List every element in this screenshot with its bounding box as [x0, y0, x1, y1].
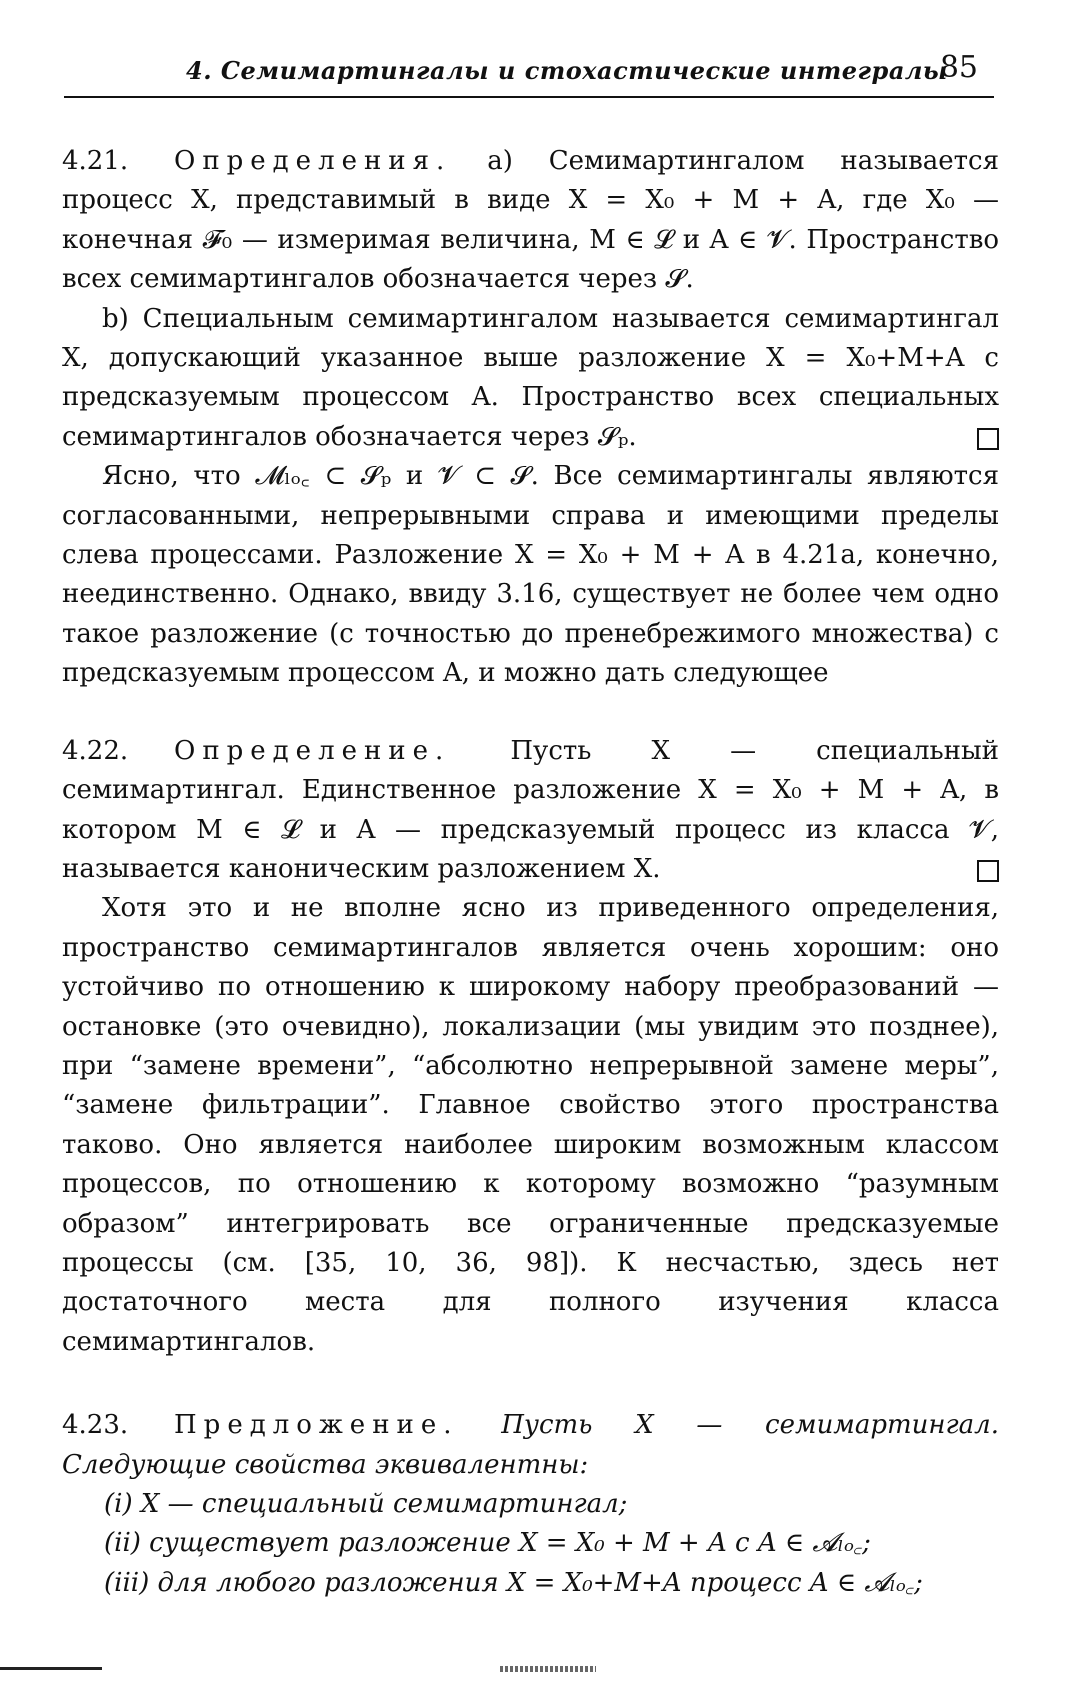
definition-4-22 [62, 732, 999, 890]
definition-heading: Определение. [174, 735, 451, 766]
footer-print-mark [500, 1666, 596, 1672]
section-gap [62, 1362, 999, 1406]
definition-number: 4.21. [62, 146, 129, 176]
proposition-heading: Предложение. [174, 1410, 459, 1441]
list-item: (iii) для любого разложения X = X₀+M+A процесс A ∈ 𝓐ₗₒ꜀; [104, 1567, 923, 1598]
remark-paragraph-2: Хотя это и не вполне ясно из приведенного определения, пространство семимартингалов является очень хорошим: оно устойчиво по отношению к широкому набору преобразований — остановке (это очевидно), локализации (мы увидим это позднее), при “замене времени”, “абсолютно непрерывной замене меры”, “замене фильтрации”. Главное свойство этого пространства таково. Оно является наиболее широким возможным классом процессов, по отношению к которому возможно “разумным образом” интегрировать все ограниченные предсказуемые процессы (см. [35, 10, 36, 98]). К несчастью, здесь нет достаточного места для полного изучения класса семимартингалов. [62, 893, 999, 1357]
proposition-intro: Пусть X — семимартингал. Следующие свойства эквивалентны: [62, 1410, 999, 1480]
definition-b-text: b) Специальным семимартингалом называется семимартингал X, допускающий указанное выше разложение X = X₀+M+A с предсказуемым процессом A. Пространство всех специальных семимартингалов обозначается через 𝓢ₚ. [62, 303, 999, 452]
definition-4-21-b [62, 300, 999, 458]
header-title: 4. Семимартингалы и стохастические интегралы [186, 56, 948, 85]
definition-heading: Определения. [174, 146, 452, 176]
page-body [62, 142, 999, 1603]
page-number: 85 [939, 50, 978, 85]
list-item: (i) X — специальный семимартингал; [104, 1489, 628, 1519]
running-header [64, 48, 994, 98]
qed-square-icon [977, 860, 999, 882]
proposition-items [62, 1485, 999, 1603]
definition-a-text: а) Семимартингалом называется процесс X, представимый в виде X = X₀ + M + A, где X₀ — конечная 𝓕₀ — измеримая величина, M ∈ 𝓛 и A ∈ 𝓥. Пространство всех семимартингалов обозначается через 𝓢. [62, 146, 1000, 295]
definition-text: Пусть X — специальный семимартингал. Единственное разложение X = X₀ + M + A, в котором M ∈ 𝓛 и A — предсказуемый процесс из класса 𝓥, называется каноническим разложением X. [62, 735, 1000, 884]
remark-paragraph-1: Ясно, что 𝓜ₗₒ꜀ ⊂ 𝓢ₚ и 𝓥 ⊂ 𝓢. Все семимартингалы являются согласованными, непрерывными справа и имеющими пределы слева процессами. Разложение X = X₀ + M + A в 4.21а, конечно, неединственно. Однако, ввиду 3.16, существует не более чем одно такое разложение (с точностью до пренебрежимого множества) с предсказуемым процессом A, и можно дать следующее [62, 461, 999, 689]
qed-square-icon [977, 428, 999, 450]
definition-4-21-a [62, 142, 999, 300]
proposition-number: 4.23. [62, 1410, 129, 1441]
definition-number: 4.22. [62, 735, 129, 766]
list-item: (ii) существует разложение X = X₀ + M + A с A ∈ 𝓐ₗₒ꜀; [104, 1528, 871, 1559]
scan-edge-mark [0, 1667, 102, 1670]
section-gap [62, 694, 999, 732]
proposition-4-23 [62, 1406, 999, 1485]
